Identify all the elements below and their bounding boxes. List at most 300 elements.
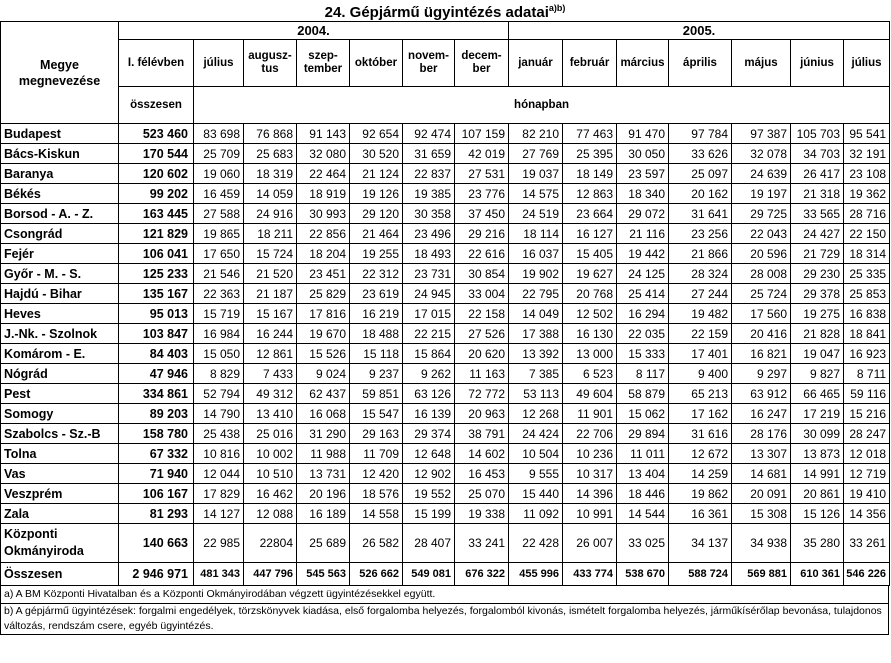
monthly-value: 14 127	[194, 504, 244, 524]
monthly-value: 8 117	[617, 364, 669, 384]
county-name: Hajdú - Bihar	[1, 284, 119, 304]
monthly-value: 22804	[244, 524, 297, 563]
monthly-value: 13 873	[791, 444, 844, 464]
monthly-value: 12 648	[403, 444, 455, 464]
monthly-value: 22 035	[617, 324, 669, 344]
monthly-value: 92 654	[350, 124, 403, 144]
county-name: Zala	[1, 504, 119, 524]
monthly-value: 29 072	[617, 204, 669, 224]
table-row	[1, 244, 890, 264]
monthly-value: 11 092	[509, 504, 563, 524]
monthly-value: 17 560	[732, 304, 791, 324]
monthly-value: 31 641	[669, 204, 732, 224]
monthly-value: 28 716	[844, 204, 890, 224]
monthly-value: 14 049	[509, 304, 563, 324]
monthly-value: 23 108	[844, 164, 890, 184]
monthly-value: 32 191	[844, 144, 890, 164]
monthly-value: 16 244	[244, 324, 297, 344]
monthly-value: 31 616	[669, 424, 732, 444]
monthly-value: 17 829	[194, 484, 244, 504]
monthly-value: 18 114	[509, 224, 563, 244]
monthly-value: 22 150	[844, 224, 890, 244]
half-year-total: 170 544	[119, 144, 194, 164]
monthly-value: 30 358	[403, 204, 455, 224]
monthly-value: 23 664	[563, 204, 617, 224]
monthly-value: 14 681	[732, 464, 791, 484]
table-row	[1, 224, 890, 244]
monthly-value: 12 861	[244, 344, 297, 364]
monthly-value: 21 729	[791, 244, 844, 264]
monthly-value: 59 116	[844, 384, 890, 404]
monthly-value: 20 768	[563, 284, 617, 304]
monthly-value: 18 149	[563, 164, 617, 184]
month-header: szep- tember	[297, 40, 350, 87]
monthly-value: 21 546	[194, 264, 244, 284]
half-year-total: 135 167	[119, 284, 194, 304]
monthly-value: 33 241	[455, 524, 509, 563]
half-year-total: 334 861	[119, 384, 194, 404]
monthly-value: 30 050	[617, 144, 669, 164]
monthly-total: 447 796	[244, 563, 297, 586]
half-year-total: 125 233	[119, 264, 194, 284]
monthly-value: 13 000	[563, 344, 617, 364]
monthly-value: 23 619	[350, 284, 403, 304]
monthly-value: 26 417	[791, 164, 844, 184]
monthly-value: 25 016	[244, 424, 297, 444]
monthly-value: 13 307	[732, 444, 791, 464]
monthly-value: 82 210	[509, 124, 563, 144]
monthly-value: 25 414	[617, 284, 669, 304]
monthly-value: 30 854	[455, 264, 509, 284]
table-row	[1, 204, 890, 224]
monthly-value: 20 162	[669, 184, 732, 204]
monthly-value: 23 776	[455, 184, 509, 204]
half-year-total: 89 203	[119, 404, 194, 424]
monthly-value: 16 219	[350, 304, 403, 324]
monthly-value: 22 706	[563, 424, 617, 444]
monthly-value: 18 493	[403, 244, 455, 264]
monthly-value: 19 060	[194, 164, 244, 184]
monthly-value: 16 127	[563, 224, 617, 244]
monthly-value: 19 385	[403, 184, 455, 204]
monthly-value: 97 784	[669, 124, 732, 144]
monthly-value: 22 616	[455, 244, 509, 264]
monthly-total: 676 322	[455, 563, 509, 586]
monthly-value: 12 044	[194, 464, 244, 484]
table-row	[1, 444, 890, 464]
monthly-value: 20 620	[455, 344, 509, 364]
monthly-value: 12 088	[244, 504, 297, 524]
monthly-value: 12 018	[844, 444, 890, 464]
monthly-value: 15 333	[617, 344, 669, 364]
monthly-value: 20 416	[732, 324, 791, 344]
monthly-value: 15 547	[350, 404, 403, 424]
monthly-value: 25 097	[669, 164, 732, 184]
half-year-total: 106 041	[119, 244, 194, 264]
monthly-value: 18 446	[617, 484, 669, 504]
month-header: május	[732, 40, 791, 87]
monthly-value: 14 059	[244, 184, 297, 204]
county-name: Pest	[1, 384, 119, 404]
monthly-value: 29 374	[403, 424, 455, 444]
monthly-value: 12 672	[669, 444, 732, 464]
monthly-value: 21 116	[617, 224, 669, 244]
monthly-value: 63 912	[732, 384, 791, 404]
monthly-value: 14 575	[509, 184, 563, 204]
monthly-value: 32 080	[297, 144, 350, 164]
total-subheader: összesen	[119, 87, 194, 124]
monthly-value: 9 262	[403, 364, 455, 384]
monthly-value: 12 719	[844, 464, 890, 484]
monthly-value: 17 015	[403, 304, 455, 324]
monthly-value: 21 866	[669, 244, 732, 264]
monthly-value: 18 576	[350, 484, 403, 504]
monthly-value: 22 215	[403, 324, 455, 344]
monthly-value: 24 945	[403, 284, 455, 304]
monthly-value: 29 725	[732, 204, 791, 224]
monthly-value: 10 002	[244, 444, 297, 464]
monthly-value: 16 294	[617, 304, 669, 324]
half-year-total: 523 460	[119, 124, 194, 144]
monthly-value: 107 159	[455, 124, 509, 144]
monthly-value: 10 504	[509, 444, 563, 464]
monthly-total: 569 881	[732, 563, 791, 586]
half-year-total: 67 332	[119, 444, 194, 464]
county-name: Fejér	[1, 244, 119, 264]
monthly-value: 20 091	[732, 484, 791, 504]
monthly-value: 52 794	[194, 384, 244, 404]
monthly-value: 9 400	[669, 364, 732, 384]
monthly-value: 38 791	[455, 424, 509, 444]
half-year-total: 103 847	[119, 324, 194, 344]
monthly-value: 42 019	[455, 144, 509, 164]
monthly-value: 11 709	[350, 444, 403, 464]
footnotes	[0, 586, 889, 635]
half-year-total: 81 293	[119, 504, 194, 524]
monthly-value: 22 837	[403, 164, 455, 184]
month-header: október	[350, 40, 403, 87]
monthly-value: 11 901	[563, 404, 617, 424]
monthly-value: 13 731	[297, 464, 350, 484]
monthly-value: 9 297	[732, 364, 791, 384]
monthly-value: 19 442	[617, 244, 669, 264]
monthly-value: 16 247	[732, 404, 791, 424]
monthly-value: 33 261	[844, 524, 890, 563]
monthly-value: 18 340	[617, 184, 669, 204]
county-name: Somogy	[1, 404, 119, 424]
half-year-total: 99 202	[119, 184, 194, 204]
monthly-value: 31 659	[403, 144, 455, 164]
monthly-value: 25 070	[455, 484, 509, 504]
half-year-total: 95 013	[119, 304, 194, 324]
footnote-a: a) A BM Központi Hivatalban és a Központi Okmányirodában végzett ügyintézésekkel együtt.	[4, 588, 436, 600]
county-name: Központi Okmányiroda	[1, 524, 119, 563]
county-name: Győr - M. - S.	[1, 264, 119, 284]
monthly-value: 19 865	[194, 224, 244, 244]
monthly-value: 15 308	[732, 504, 791, 524]
monthly-value: 19 047	[791, 344, 844, 364]
county-name: Borsod - A. - Z.	[1, 204, 119, 224]
monthly-value: 20 861	[791, 484, 844, 504]
monthly-value: 34 703	[791, 144, 844, 164]
monthly-value: 72 772	[455, 384, 509, 404]
half-year-total: 106 167	[119, 484, 194, 504]
monthly-value: 17 401	[669, 344, 732, 364]
monthly-value: 15 526	[297, 344, 350, 364]
monthly-value: 65 213	[669, 384, 732, 404]
monthly-value: 31 290	[297, 424, 350, 444]
monthly-value: 14 259	[669, 464, 732, 484]
monthly-value: 34 137	[669, 524, 732, 563]
monthly-value: 19 197	[732, 184, 791, 204]
half-year-total: 121 829	[119, 224, 194, 244]
monthly-value: 17 816	[297, 304, 350, 324]
monthly-value: 19 410	[844, 484, 890, 504]
table-title	[1, 0, 890, 22]
monthly-value: 24 519	[509, 204, 563, 224]
monthly-value: 19 362	[844, 184, 890, 204]
monthly-value: 34 938	[732, 524, 791, 563]
monthly-value: 21 828	[791, 324, 844, 344]
monthly-value: 23 451	[297, 264, 350, 284]
monthly-value: 92 474	[403, 124, 455, 144]
month-header: január	[509, 40, 563, 87]
monthly-value: 27 531	[455, 164, 509, 184]
monthly-value: 76 868	[244, 124, 297, 144]
county-name: Veszprém	[1, 484, 119, 504]
monthly-total: 433 774	[563, 563, 617, 586]
county-name: Csongrád	[1, 224, 119, 244]
half-year-total: 71 940	[119, 464, 194, 484]
monthly-value: 21 318	[791, 184, 844, 204]
table-row	[1, 304, 890, 324]
table-row	[1, 144, 890, 164]
monthly-value: 15 062	[617, 404, 669, 424]
monthly-value: 21 464	[350, 224, 403, 244]
half-year-total: 120 602	[119, 164, 194, 184]
monthly-value: 22 428	[509, 524, 563, 563]
monthly-value: 19 037	[509, 164, 563, 184]
year-2004-header: 2004.	[119, 22, 509, 40]
monthly-total: 549 081	[403, 563, 455, 586]
county-name: Heves	[1, 304, 119, 324]
table-row	[1, 424, 890, 444]
month-header: április	[669, 40, 732, 87]
monthly-value: 22 856	[297, 224, 350, 244]
monthly-value: 18 314	[844, 244, 890, 264]
monthly-value: 10 317	[563, 464, 617, 484]
monthly-value: 19 862	[669, 484, 732, 504]
monthly-value: 49 604	[563, 384, 617, 404]
monthly-value: 25 438	[194, 424, 244, 444]
monthly-total: 610 361	[791, 563, 844, 586]
monthly-value: 22 985	[194, 524, 244, 563]
monthly-value: 83 698	[194, 124, 244, 144]
monthly-value: 16 459	[194, 184, 244, 204]
monthly-value: 23 256	[669, 224, 732, 244]
monthly-value: 25 683	[244, 144, 297, 164]
table-row	[1, 484, 890, 504]
county-column-header: Megye megnevezése	[1, 22, 119, 124]
monthly-value: 22 158	[455, 304, 509, 324]
monthly-value: 18 204	[297, 244, 350, 264]
county-name: Komárom - E.	[1, 344, 119, 364]
monthly-value: 12 268	[509, 404, 563, 424]
monthly-value: 22 795	[509, 284, 563, 304]
monthly-value: 27 526	[455, 324, 509, 344]
monthly-total: 588 724	[669, 563, 732, 586]
monthly-value: 12 902	[403, 464, 455, 484]
total-row	[1, 563, 890, 586]
monthly-value: 15 719	[194, 304, 244, 324]
monthly-value: 16 821	[732, 344, 791, 364]
monthly-value: 26 007	[563, 524, 617, 563]
month-header: novem- ber	[403, 40, 455, 87]
monthly-value: 16 923	[844, 344, 890, 364]
monthly-value: 15 405	[563, 244, 617, 264]
monthly-value: 28 407	[403, 524, 455, 563]
table-row	[1, 364, 890, 384]
table-row	[1, 524, 890, 563]
table-row	[1, 344, 890, 364]
monthly-value: 15 167	[244, 304, 297, 324]
monthly-value: 97 387	[732, 124, 791, 144]
monthly-value: 19 275	[791, 304, 844, 324]
monthly-value: 19 670	[297, 324, 350, 344]
monthly-value: 11 011	[617, 444, 669, 464]
monthly-value: 25 395	[563, 144, 617, 164]
monthly-value: 24 125	[617, 264, 669, 284]
monthly-value: 13 392	[509, 344, 563, 364]
monthly-value: 19 255	[350, 244, 403, 264]
monthly-value: 24 916	[244, 204, 297, 224]
monthly-value: 19 338	[455, 504, 509, 524]
monthly-value: 15 050	[194, 344, 244, 364]
monthly-value: 77 463	[563, 124, 617, 144]
monthly-value: 63 126	[403, 384, 455, 404]
monthly-value: 8 829	[194, 364, 244, 384]
monthly-value: 21 187	[244, 284, 297, 304]
monthly-value: 9 237	[350, 364, 403, 384]
monthly-value: 8 711	[844, 364, 890, 384]
monthly-value: 14 356	[844, 504, 890, 524]
monthly-value: 62 437	[297, 384, 350, 404]
half-year-total: 140 663	[119, 524, 194, 563]
monthly-value: 9 827	[791, 364, 844, 384]
monthly-value: 17 388	[509, 324, 563, 344]
table-row	[1, 324, 890, 344]
monthly-value: 24 427	[791, 224, 844, 244]
footnote-b: b) A gépjármű ügyintézések: forgalmi engedélyek, törzskönyvek kiadása, első forgalomba helyezés, forgalomból kivonás, ismételt forgalomba helyezés, járműkísérőlap bevonása, tulajdonos változás, rendszám csere, egyéb ügyintézés.	[1, 604, 889, 635]
monthly-value: 59 851	[350, 384, 403, 404]
table-title-footnote-ref: a)b)	[548, 3, 566, 13]
monthly-value: 21 124	[350, 164, 403, 184]
county-name: Nógrád	[1, 364, 119, 384]
table-row	[1, 384, 890, 404]
monthly-value: 24 639	[732, 164, 791, 184]
monthly-value: 18 211	[244, 224, 297, 244]
monthly-value: 20 596	[732, 244, 791, 264]
monthly-value: 58 879	[617, 384, 669, 404]
monthly-value: 16 189	[297, 504, 350, 524]
monthly-value: 25 689	[297, 524, 350, 563]
monthly-value: 22 363	[194, 284, 244, 304]
monthly-value: 15 126	[791, 504, 844, 524]
month-header: március	[617, 40, 669, 87]
monthly-value: 29 163	[350, 424, 403, 444]
monthly-value: 22 464	[297, 164, 350, 184]
monthly-value: 33 025	[617, 524, 669, 563]
table-row	[1, 164, 890, 184]
month-header: június	[791, 40, 844, 87]
county-name: J.-Nk. - Szolnok	[1, 324, 119, 344]
monthly-value: 23 496	[403, 224, 455, 244]
monthly-value: 23 597	[617, 164, 669, 184]
monthly-value: 10 510	[244, 464, 297, 484]
monthly-value: 21 520	[244, 264, 297, 284]
monthly-value: 19 482	[669, 304, 732, 324]
monthly-value: 16 838	[844, 304, 890, 324]
total-row-label: Összesen	[1, 563, 119, 586]
monthly-value: 12 863	[563, 184, 617, 204]
monthly-value: 12 420	[350, 464, 403, 484]
monthly-value: 10 816	[194, 444, 244, 464]
monthly-value: 16 453	[455, 464, 509, 484]
monthly-total: 526 662	[350, 563, 403, 586]
table-row	[1, 464, 890, 484]
half-year-total: 158 780	[119, 424, 194, 444]
monthly-value: 22 312	[350, 264, 403, 284]
monthly-value: 28 008	[732, 264, 791, 284]
monthly-value: 15 118	[350, 344, 403, 364]
monthly-value: 22 159	[669, 324, 732, 344]
monthly-value: 14 558	[350, 504, 403, 524]
monthly-value: 18 319	[244, 164, 297, 184]
monthly-value: 7 433	[244, 364, 297, 384]
monthly-value: 33 004	[455, 284, 509, 304]
monthly-value: 30 520	[350, 144, 403, 164]
county-name: Szabolcs - Sz.-B	[1, 424, 119, 444]
monthly-value: 20 963	[455, 404, 509, 424]
monthly-value: 37 450	[455, 204, 509, 224]
table-row	[1, 504, 890, 524]
monthly-value: 22 043	[732, 224, 791, 244]
monthly-value: 18 841	[844, 324, 890, 344]
month-header: július	[194, 40, 244, 87]
half-year-total: 163 445	[119, 204, 194, 224]
monthly-value: 14 396	[563, 484, 617, 504]
monthly-value: 18 488	[350, 324, 403, 344]
monthly-value: 28 247	[844, 424, 890, 444]
monthly-value: 18 919	[297, 184, 350, 204]
monthly-value: 28 176	[732, 424, 791, 444]
monthly-value: 30 993	[297, 204, 350, 224]
month-header: július	[844, 40, 890, 87]
month-header: augusz- tus	[244, 40, 297, 87]
monthly-value: 14 991	[791, 464, 844, 484]
monthly-value: 49 312	[244, 384, 297, 404]
half-year-total: 84 403	[119, 344, 194, 364]
monthly-value: 16 037	[509, 244, 563, 264]
monthly-value: 25 709	[194, 144, 244, 164]
monthly-value: 10 991	[563, 504, 617, 524]
monthly-value: 15 864	[403, 344, 455, 364]
monthly-value: 11 988	[297, 444, 350, 464]
monthly-value: 16 462	[244, 484, 297, 504]
monthly-value: 17 219	[791, 404, 844, 424]
monthly-value: 25 853	[844, 284, 890, 304]
monthly-value: 26 582	[350, 524, 403, 563]
